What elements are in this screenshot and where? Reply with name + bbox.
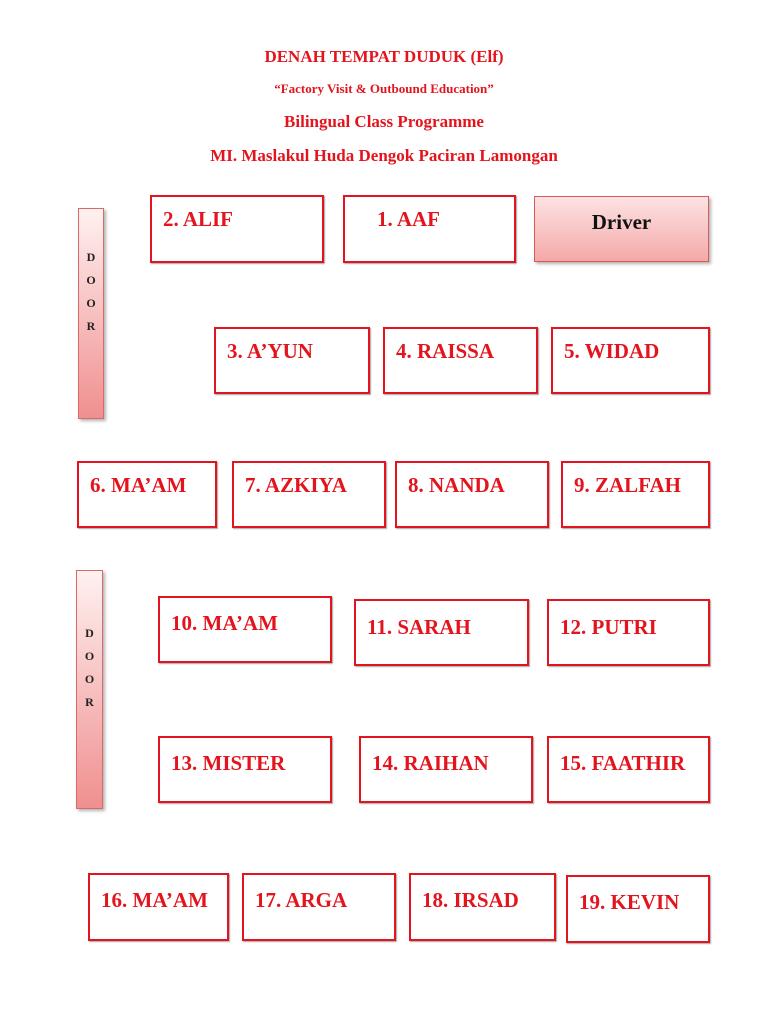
rear-door <box>76 570 103 809</box>
door-letter: D <box>85 626 94 640</box>
seat-label: 11. SARAH <box>367 615 471 639</box>
seat-1 <box>343 195 516 263</box>
seat-label: 19. KEVIN <box>579 890 680 914</box>
seat-2 <box>150 195 324 263</box>
seat-3 <box>214 327 370 394</box>
seat-12 <box>547 599 710 666</box>
event-subtitle: “Factory Visit & Outbound Education” <box>274 81 494 96</box>
door-letter: O <box>84 672 95 686</box>
seat-label: 7. AZKIYA <box>245 473 347 497</box>
driver-label: Driver <box>591 210 652 234</box>
driver-seat <box>534 196 709 262</box>
seat-7 <box>232 461 386 528</box>
seat-label: 6. MA’AM <box>90 473 187 497</box>
seat-label: 8. NANDA <box>408 473 505 497</box>
door-letter: O <box>84 649 95 663</box>
seat-label: 18. IRSAD <box>422 888 519 912</box>
seat-8 <box>395 461 549 528</box>
seat-6 <box>77 461 217 528</box>
seat-14 <box>359 736 533 803</box>
seat-label: 3. A’YUN <box>227 339 313 363</box>
seat-10 <box>158 596 332 663</box>
front-door <box>78 208 104 419</box>
seat-label: 15. FAATHIR <box>560 751 686 775</box>
programme-name: Bilingual Class Programme <box>284 112 484 131</box>
seat-label: 17. ARGA <box>255 888 348 912</box>
page-title: DENAH TEMPAT DUDUK (Elf) <box>264 47 504 66</box>
door-letter: O <box>86 296 96 310</box>
seat-5 <box>551 327 710 394</box>
seat-label: 5. WIDAD <box>564 339 660 363</box>
door-letter: O <box>86 273 96 287</box>
seat-label: 13. MISTER <box>171 751 286 775</box>
seat-label: 4. RAISSA <box>396 339 495 363</box>
seat-label: 16. MA’AM <box>101 888 208 912</box>
seat-label: 2. ALIF <box>163 207 234 231</box>
seat-label: 12. PUTRI <box>560 615 657 639</box>
door-letter: R <box>86 319 96 333</box>
seat-19 <box>566 875 710 943</box>
seat-17 <box>242 873 396 941</box>
seat-4 <box>383 327 538 394</box>
seat-13 <box>158 736 332 803</box>
seat-label: 9. ZALFAH <box>574 473 681 497</box>
door-letter: R <box>85 695 94 709</box>
seat-16 <box>88 873 229 941</box>
seat-label: 1. AAF <box>377 207 440 231</box>
seat-11 <box>354 599 529 666</box>
school-name: MI. Maslakul Huda Dengok Paciran Lamongan <box>210 146 558 165</box>
seat-18 <box>409 873 556 941</box>
seat-label: 14. RAIHAN <box>372 751 489 775</box>
seat-9 <box>561 461 710 528</box>
door-letter: D <box>86 250 96 264</box>
seat-15 <box>547 736 710 803</box>
seat-label: 10. MA’AM <box>171 611 278 635</box>
